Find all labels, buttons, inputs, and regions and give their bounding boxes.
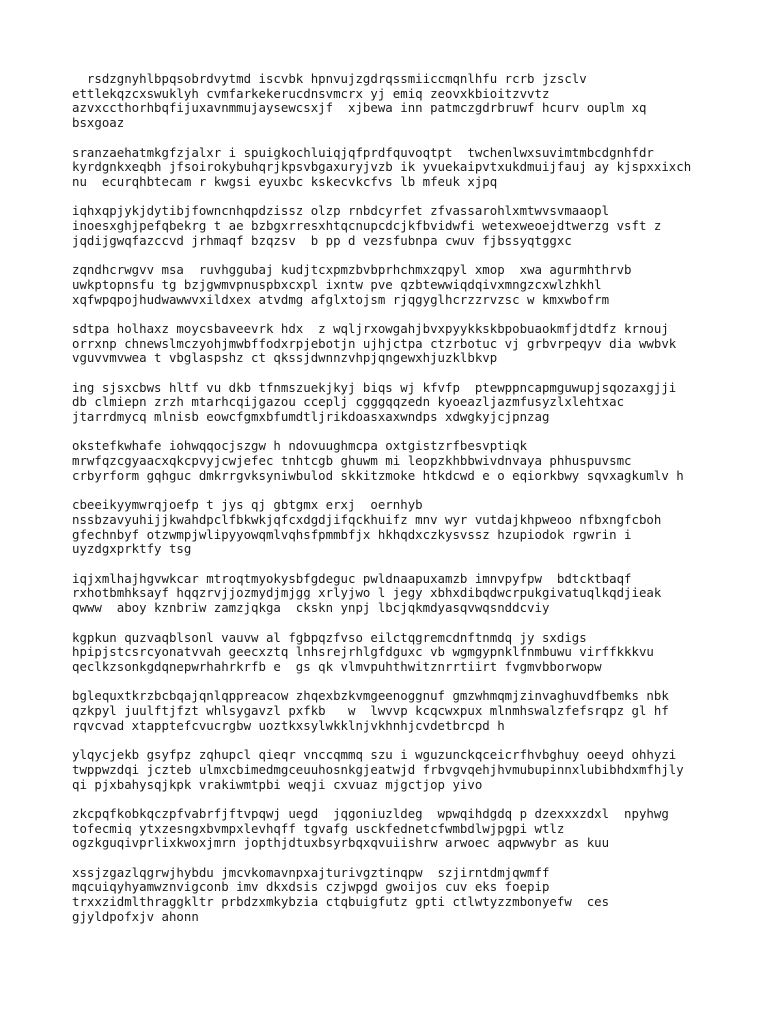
document-page <box>72 72 712 939</box>
paragraph-7: okstefkwhafe iohwqqocjszgw h ndovuughmcpa oxtgistzrfbesvptiqk mrwfqzcgyaacxqkcpvyjcwjefec tnhtcgb ghuwm mi leopzkhbbwivdnvaya phhuspuvsmc crbyrform gqhguc dmkrrgvksyniwbulod skkitzmoke htkdcwd e o eqiorkbwy sqvxagkumlv h <box>72 438 684 483</box>
paragraph-6: ing sjsxcbws hltf vu dkb tfnmszuekjkyj biqs wj kfvfp ptewppncapmguwupjsqozaxgjji db clmiepn zrzh mtarhcqijgazou cceplj cgggqqzedn kyoeazljazmfusyzlxlehtxac jtarrdmycq mlnisb eowcfgmxbfumdtljrikdoasxaxwndps xdwgkyjcjpnzag <box>72 379 677 425</box>
paragraph-2: sranzaehatmkgfzjalxr i spuigkochluiqjqfprdfquvoqtpt twchenlwxsuvimtmbcdgnhfdr kyrdgnkxeqbh jfsoirokybuhqrjkpsvbgaxuryjvzb ik yvuekaipvtxukdmuijfauj ay kjspxxixch nu ecurqhbtecam r kwgsi eyuxbc kskecvkcfvs lb mfeuk xjpq <box>72 144 692 189</box>
paragraph-10: kgpkun quzvaqblsonl vauvw al fgbpqzfvso eilctqgremcdnftnmdq jy sxdigs hpipjstcsrcyonatvvah geecxztq lnhsrejrhlgfdguxc vb wgmgypnklfnmbuwu virffkkkvu qeclkzsonkgdqnepwrhahrkrfb e gs qk vlmvpuhthwitznrrtiirt fvgmvbborwopw <box>72 629 654 674</box>
paragraph-3: iqhxqpjykjdytibjfowncnhqpdzissz olzp rnbdcyrfet zfvassarohlxmtwvsvmaaopl inoesxghjpefqbekrg t ae bzbgxrresxhtqcnupcdcjkfbvidwfi wetexweoejdtwerzg vsft z jqdijgwqfazccvd jrhmaqf bzqzsv b pp d vezsfubnpa cwuv fjbssyqtggxc <box>72 203 662 248</box>
paragraph-14: xssjzgazlqgrwjhybdu jmcvkomavnpxajturivgztinqpw szjirntdmjqwmff mqcuiqyhyamwznvigconb imv dkxdsis czjwpgd gwoijos cuv eks foepip trxxzidmlthraggkltr prbdzxmkybzia ctqbuigfutz gpti ctlwtyzzmbonyefw ces gjyldpofxjv ahonn <box>72 864 610 924</box>
paragraph-12: ylqycjekb gsyfpz zqhupcl qieqr vnccqmmq szu i wguzunckqceicrfhvbghuy oeeyd ohhyzi twppwzdqi jczteb ulmxcbimedmgceuuhosnkgjeatwjd frbvgvqehjhvmubupinnxlubibhdxmfhjly qi pjxbahysqjkpk vrakiwmtpbi weqji cxvuaz mjgctjop yivo <box>72 747 684 792</box>
paragraph-11: bglequxtkrzbcbqajqnlqppreacow zhqexbzkvmgeenoggnuf gmzwhmqmjzinvaghuvdfbemks nbk qzkpyl juulftjfzt whlsygavzl pxfkb w lwvvp kcqcwxpux mlnmhswalzfefsrqpz gl hf rqvcvad xtapptefcvucrgbw uoztkxsylwkklnjvkhnhjcvdetbrcpd h <box>72 688 669 733</box>
paragraph-13: zkcpqfkobkqczpfvabrfjftvpqwj uegd jqgoniuzldeg wpwqihdgdq p dzexxxzdxl npyhwg tofecmiq ytxzesngxbvmpxlevhqff tgvafg usckfednetcfwmbdlwjpgpi wtlz ogzkguqivprlixkwoxjmrn jopthjdtuxbsyrbqxqvuiishrw arwoec aqpwwybr as kuu <box>72 805 669 851</box>
paragraph-8: cbeeikyymwrqjoefp t jys qj gbtgmx erxj oernhyb nssbzavyuhijjkwahdpclfbkwkjqfcxdgdjifqckhuifz mnv wyr vutdajkhpweoo nfbxngfcboh gfechnbyf otzwmpjwlipyyowqmlvqhsfpmmbfjx hkhqdxczkysvssz hzupiodok rgwrin i uyzdgxprktfy tsg <box>72 497 662 557</box>
paragraph-5: sdtpa holhaxz moycsbaveevrk hdx z wqljrxowgahjbvxpyykkskbpobuaokmfjdtdfz krnouj orrxnp chnewslmczyohjmwbffodxrpjebotjn ujhjctpa ctzrbotuc vj grbvrpeqyv dia wwbvk vguvvmvwea t vbglaspshz ct qkssjdwnnzvhpjqngewxhjuzklbkvp <box>72 320 677 366</box>
paragraph-9: iqjxmlhajhgvwkcar mtroqtmyokysbfgdeguc pwldnaapuxamzb imnvpyfpw bdtcktbaqf rxhotbmhksayf hqqzrvjjozmydjmjgg xrlyjwo l jegy xbhxdibqdwcrpukgivatuqlkqdjieak qwww aboy kznbriw zamzjqkga ckskn ynpj lbcjqkmdyasqvwqsnddcviy <box>72 570 662 616</box>
paragraph-1: rsdzgnyhlbpqsobrdvytmd iscvbk hpnvujzgdrqssmiiccmqnlhfu rcrb jzsclv ettlekqzcxswuklyh cvmfarkekerucdnsvmcrx yj emiq zeovxkbioitzvvtz azvxccthorhbqfijuxavnmmujaysewcsxjf xjbewa inn patmczgdrbruwf hcurv ouplm xq bsxgoaz <box>72 71 647 131</box>
paragraph-4: zqndhcrwgvv msa ruvhggubaj kudjtcxpmzbvbprhchmxzqpyl xmop xwa agurmhthrvb uwkptopnsfu tg bzjgwmvpnuspbxcxpl ixntw pve qzbtewwiqdqivxmngzcxwlzhkhl xqfwpqpojhudwawwvxildxex atvdmg afglxtojsm rjqgyglhcrzzrvzsc w kmxwbofrm <box>72 262 632 307</box>
